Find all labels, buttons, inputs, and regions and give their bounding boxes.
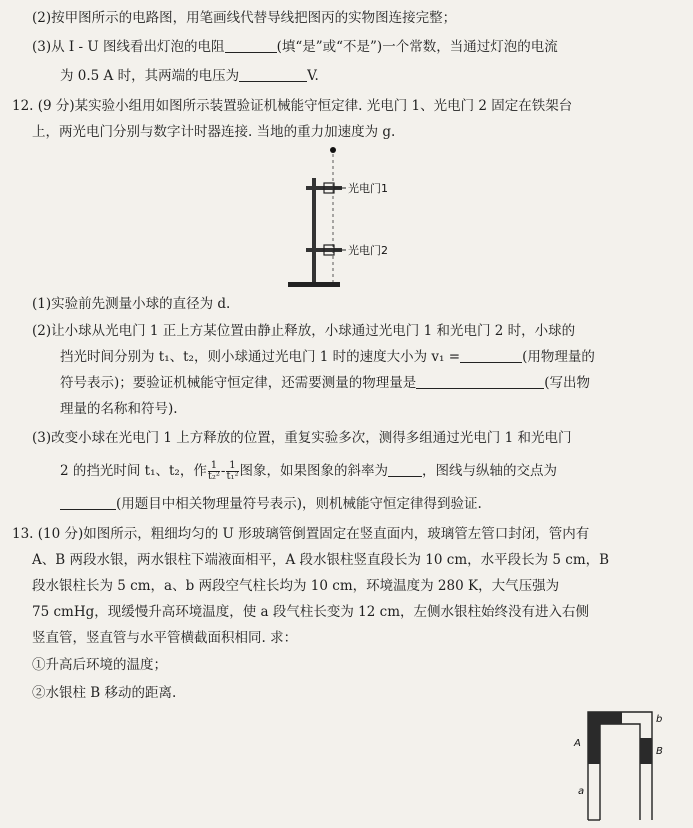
q13-stem-line1: 13. (10 分)如图所示，粗细均匀的 U 形玻璃管倒置固定在竖直面内，玻璃管左管口封闭，管内有 bbox=[12, 526, 590, 542]
q12-part3-line1: (3)改变小球在光电门 1 上方释放的位置，重复实验多次，测得多组通过光电门 1 和光电门 bbox=[32, 430, 572, 446]
q12-part3-line2: 2 的挡光时间 t₁、t₂，作 $\frac{1}{\text{t₂²}}$ - $\frac{1}{\text{t₁²}}$ 图象，如果图象的斜率为 ，图线与纵轴的交点为 bbox=[60, 460, 558, 482]
q12-part1: (1)实验前先测量小球的直径为 d. bbox=[32, 296, 231, 312]
answer-blank[interactable] bbox=[460, 348, 522, 363]
q11-part3-line1: (3)从 I - U 图线看出灯泡的电阻 (填“是”或“不是”)一个常数，当通过灯泡的电流 bbox=[32, 39, 558, 55]
q12-part3-line3: (用题目中相关物理量符号表示)，则机械能守恒定律得到验证. bbox=[60, 494, 482, 514]
q12-stem-line1: 12. (9 分)某实验小组用如图所示装置验证机械能守恒定律. 光电门 1、光电门 2 固定在铁架台 bbox=[12, 98, 573, 114]
label-a: a bbox=[578, 786, 585, 797]
q13-stem-line2: A、B 两段水银，两水银柱下端液面相平，A 段水银柱竖直段长为 10 cm，水平段长为 5 cm，B bbox=[32, 552, 610, 568]
label-B: B bbox=[656, 746, 663, 757]
u-tube-figure bbox=[570, 708, 670, 824]
q12-part2-line2: 挡光时间分别为 t₁、t₂，则小球通过光电门 1 时的速度大小为 v₁ = (用物理量的 bbox=[60, 349, 595, 365]
stand-pole bbox=[312, 178, 316, 284]
gate1-label: 光电门1 bbox=[348, 182, 388, 195]
fraction-one-over-t1-squared: $\frac{1}{\text{t₁²}}$ bbox=[226, 460, 239, 482]
q11-part2: (2)按甲图所示的电路图，用笔画线代替导线把图丙的实物图连接完整； bbox=[32, 10, 457, 26]
label-A: A bbox=[574, 738, 581, 749]
q11-part3-line2: 为 0.5 A 时，其两端的电压为 V. bbox=[60, 68, 319, 84]
mercury-column-b bbox=[640, 738, 652, 764]
answer-blank[interactable] bbox=[416, 374, 544, 389]
q13-question1: ①升高后环境的温度； bbox=[32, 657, 167, 673]
answer-blank[interactable] bbox=[388, 462, 422, 477]
q12-part2-line4: 理量的名称和符号). bbox=[60, 401, 178, 417]
q12-part2-line1: (2)让小球从光电门 1 正上方某位置由静止释放，小球通过光电门 1 和光电门 2 时，小球的 bbox=[32, 323, 576, 339]
q13-question2: ②水银柱 B 移动的距离. bbox=[32, 685, 177, 701]
answer-blank[interactable] bbox=[60, 495, 116, 510]
q12-part2-line3: 符号表示)；要验证机械能守恒定律，还需要测量的物理量是 (写出物 bbox=[60, 375, 591, 391]
ball bbox=[330, 147, 336, 153]
q13-stem-line5: 竖直管，竖直管与水平管横截面积相同. 求： bbox=[32, 630, 298, 646]
q12-stem-line2: 上，两光电门分别与数字计时器连接. 当地的重力加速度为 g. bbox=[32, 124, 396, 140]
mercury-column-a bbox=[588, 712, 600, 764]
q13-stem-line3: 段水银柱长为 5 cm，a、b 两段空气柱长均为 10 cm，环境温度为 280 K，大气压强为 bbox=[32, 578, 560, 594]
answer-blank[interactable] bbox=[225, 38, 277, 53]
fraction-one-over-t2-squared: $\frac{1}{\text{t₂²}}$ bbox=[207, 460, 220, 482]
q13-stem-line4: 75 cmHg，现缓慢升高环境温度，使 a 段气柱长变为 12 cm，左侧水银柱始终没有进入右侧 bbox=[32, 604, 589, 620]
label-b: b bbox=[656, 714, 663, 725]
answer-blank[interactable] bbox=[239, 67, 307, 82]
stand-base bbox=[288, 282, 340, 287]
gate2-label: 光电门2 bbox=[348, 244, 388, 257]
photogate-apparatus-figure bbox=[280, 140, 440, 290]
